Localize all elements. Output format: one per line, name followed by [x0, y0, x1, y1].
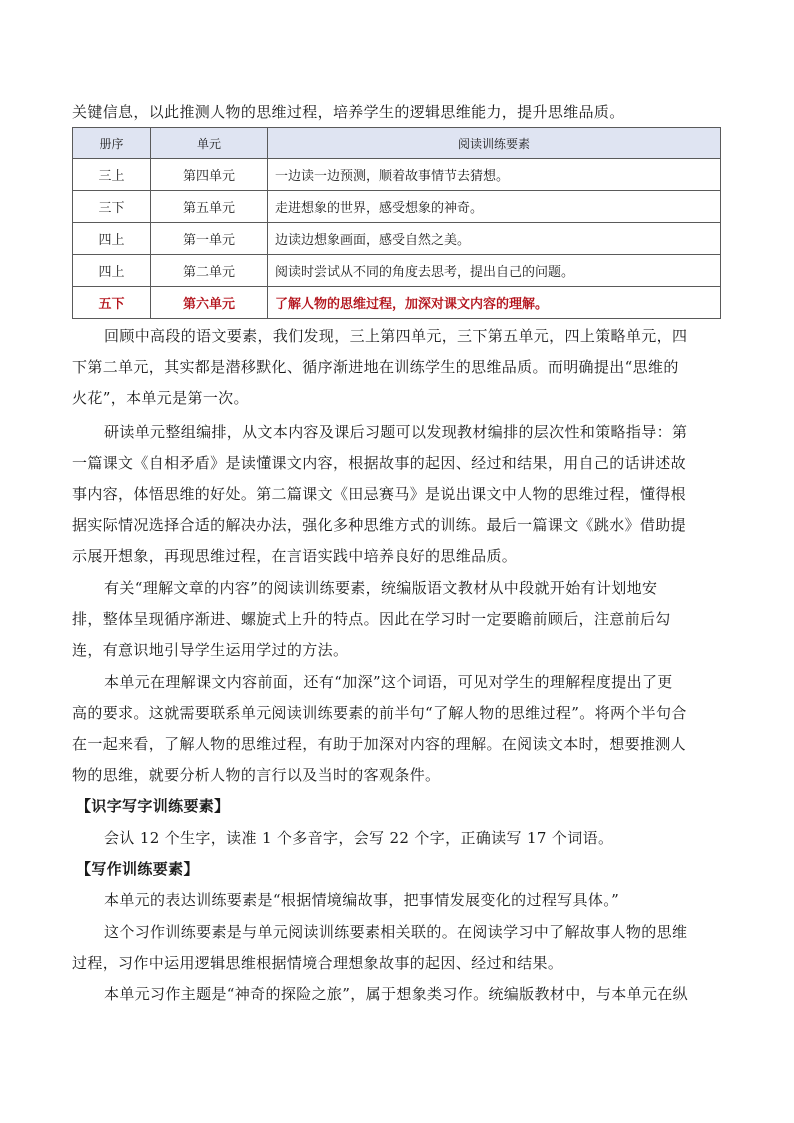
- paragraph-line: 有关“理解文章的内容”的阅读训练要素，统编版语文教材从中段就开始有计划地安: [104, 579, 658, 597]
- header-unit: 单元: [151, 128, 268, 159]
- cell-unit: 第一单元: [151, 223, 268, 255]
- paragraph-line: 事内容，体悟思维的好处。第二篇课文《田忌赛马》是说出课文中人物的思维过程，懂得根: [72, 485, 687, 503]
- paragraph-line: 本单元习作主题是“神奇的探险之旅”，属于想象类习作。统编版教材中，与本单元在纵: [104, 985, 688, 1003]
- cell-element: 了解人物的思维过程，加深对课文内容的理解。: [268, 287, 721, 319]
- paragraph-line: 本单元在理解课文内容前面，还有“加深”这个词语，可见对学生的理解程度提出了更: [104, 673, 673, 691]
- table-row: [73, 255, 721, 287]
- paragraph-line: 过程，习作中运用逻辑思维根据情境合理想象故事的起因、经过和结果。: [72, 954, 564, 972]
- cell-volume: 五下: [73, 287, 151, 319]
- paragraph-line: 排，整体呈现循序渐进、螺旋式上升的特点。因此在学习时一定要瞻前顾后，注意前后勾: [72, 610, 671, 628]
- cell-volume: 三下: [73, 191, 151, 223]
- cell-element: 走进想象的世界，感受想象的神奇。: [268, 191, 721, 223]
- header-volume: 册序: [73, 128, 151, 159]
- table-row: [73, 191, 721, 223]
- paragraph-line: 在一起来看，了解人物的思维过程，有助于加深对内容的理解。在阅读文本时，想要推测人: [72, 735, 687, 753]
- table-row-highlighted: [73, 287, 721, 319]
- paragraph-line: 回顾中高段的语文要素，我们发现，三上第四单元，三下第五单元，四上策略单元，四: [104, 327, 688, 345]
- intro-line: 关键信息，以此推测人物的思维过程，培养学生的逻辑思维能力，提升思维品质。: [72, 103, 625, 121]
- cell-element: 边读边想象画面，感受自然之美。: [268, 223, 721, 255]
- paragraph-line: 这个习作训练要素是与单元阅读训练要素相关联的。在阅读学习中了解故事人物的思维: [104, 923, 688, 941]
- cell-volume: 四上: [73, 255, 151, 287]
- section-heading-literacy: 【识字写字训练要素】: [76, 797, 230, 815]
- paragraph-line: 下第二单元，其实都是潜移默化、循序渐进地在训练学生的思维品质。而明确提出“思维的: [72, 358, 679, 376]
- paragraph-line: 物的思维，就要分析人物的言行以及当时的客观条件。: [72, 766, 441, 784]
- paragraph-line: 高的要求。这就需要联系单元阅读训练要素的前半句“了解人物的思维过程”。将两个半句合: [72, 704, 687, 722]
- cell-element: 一边读一边预测，顺着故事情节去猜想。: [268, 159, 721, 191]
- cell-unit: 第六单元: [151, 287, 268, 319]
- header-element: 阅读训练要素: [268, 128, 721, 159]
- section-heading-writing: 【写作训练要素】: [76, 860, 199, 878]
- cell-volume: 三上: [73, 159, 151, 191]
- section-text-literacy: 会认 12 个生字，读准 1 个多音字，会写 22 个字，正确读写 17 个词语。: [104, 829, 614, 847]
- cell-volume: 四上: [73, 223, 151, 255]
- cell-unit: 第五单元: [151, 191, 268, 223]
- paragraph-line: 火花”，本单元是第一次。: [72, 389, 249, 407]
- table-row: [73, 159, 721, 191]
- cell-unit: 第二单元: [151, 255, 268, 287]
- table-row: [73, 223, 721, 255]
- paragraph-line: 据实际情况选择合适的解决办法，强化多种思维方式的训练。最后一篇课文《跳水》借助提: [72, 516, 687, 534]
- paragraph-line: 研读单元整组编排，从文本内容及课后习题可以发现教材编排的层次性和策略指导：第: [104, 423, 688, 441]
- cell-unit: 第四单元: [151, 159, 268, 191]
- cell-element: 阅读时尝试从不同的角度去思考，提出自己的问题。: [268, 255, 721, 287]
- paragraph-line: 示展开想象，再现思维过程，在言语实践中培养良好的思维品质。: [72, 547, 518, 565]
- reading-elements-table: [72, 127, 721, 319]
- paragraph-line: 一篇课文《自相矛盾》是读懂课文内容，根据故事的起因、经过和结果，用自己的话讲述故: [72, 454, 687, 472]
- paragraph-line: 本单元的表达训练要素是“根据情境编故事，把事情发展变化的过程写具体。”: [104, 891, 620, 909]
- table-header-row: [73, 128, 721, 159]
- paragraph-line: 连，有意识地引导学生运用学过的方法。: [72, 641, 349, 659]
